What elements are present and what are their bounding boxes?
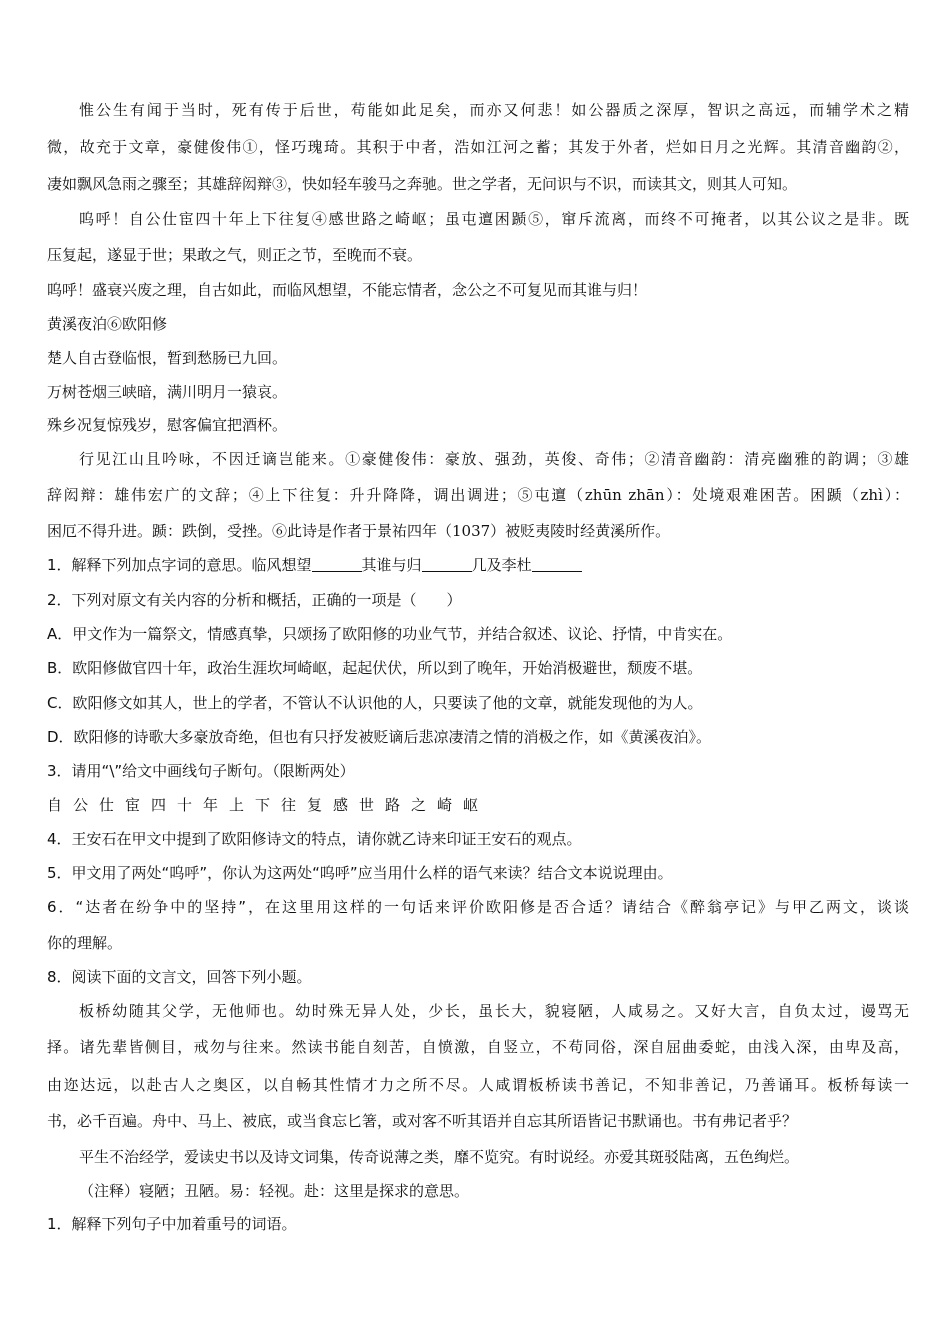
passage-a-p1-line2: 微，故充于文章，豪健俊伟①，怪巧瑰琦。其积于中者，浩如江河之蓄；其发于外者，烂如日月之光辉。其清音幽韵②， [47, 138, 909, 156]
section-8-heading: 8．阅读下面的文言文，回答下列小题。 [47, 968, 312, 986]
section-8-p2: 平生不治经学，爱读史书以及诗文词集，传奇说薄之类，靡不览究。有时说经。亦爱其斑驳陆离，五色绚烂。 [79, 1148, 800, 1166]
question-6-line1: 6．“达者在纷争中的坚持”，在这里用这样的一句话来评价欧阳修是否合适？请结合《醉翁亭记》与甲乙两文，谈谈 [47, 898, 909, 916]
poem-title: 黄溪夜泊⑥欧阳修 [47, 315, 168, 333]
question-3-sentence: 自公仕宦四十年上下往复感世路之崎岖 [47, 796, 490, 814]
poem-line-3: 殊乡况复惊残岁，慰客偏宜把酒杯。 [47, 416, 288, 434]
passage-a-p3: 呜呼！盛衰兴废之理，自古如此，而临风想望，不能忘情者，念公之不可复见而其谁与归！ [47, 281, 648, 299]
notes-line-1: 辞闳辩：雄伟宏广的文辞；④上下往复：升升降降，调出调进；⑤屯邅（zhūn zhān）：处境艰难困苦。困踬（zhì）： [47, 486, 909, 504]
passage-a-p2-line1: 呜呼！自公仕宦四十年上下往复④感世路之崎岖；虽屯邅困踬⑤，窜斥流离，而终不可掩者，以其公议之是非。既 [79, 210, 909, 228]
answer-blank-3[interactable] [532, 556, 582, 572]
option-d: D．欧阳修的诗歌大多豪放奇绝，但也有只抒发被贬谪后悲凉凄清之情的消极之作，如《黄溪夜泊》。 [47, 728, 712, 746]
section-8-p1-line3: 由迩达远，以赴古人之奥区，以自畅其性情才力之所不尽。人咸谓板桥读书善记，不知非善记，乃善诵耳。板桥每读一 [47, 1076, 909, 1094]
notes-line-2: 困厄不得升进。踬：跌倒，受挫。⑥此诗是作者于景祐四年（1037）被贬夷陵时经黄溪所作。 [47, 522, 671, 540]
section-8-question-1: 1．解释下列句子中加着重号的词语。 [47, 1215, 297, 1233]
question-1-prefix: 1．解释下列加点字词的意思。临风想望 [47, 556, 312, 574]
poem-line-1: 楚人自古登临恨，暂到愁肠已九回。 [47, 349, 288, 367]
question-3: 3．请用“\”给文中画线句子断句。（限断两处） [47, 762, 355, 780]
poem-last-line: 行见江山且吟咏，不因迁谪岂能来。①豪健俊伟：豪放、强劲，英俊、奇伟；②清音幽韵：清亮幽雅的韵调；③雄 [79, 450, 909, 468]
question-1-mid2: 几及李杜 [471, 556, 532, 574]
poem-line-2: 万树苍烟三峡暗，满川明月一猿哀。 [47, 383, 288, 401]
passage-a-p1-line1: 惟公生有闻于当时，死有传于后世，苟能如此足矣，而亦又何悲！如公器质之深厚，智识之高远，而辅学术之精 [79, 101, 909, 119]
question-5: 5．甲文用了两处“呜呼”，你认为这两处“呜呼”应当用什么样的语气来读？结合文本说说理由。 [47, 864, 673, 882]
question-1-mid1: 其谁与归 [361, 556, 422, 574]
section-8-p1-line4: 书，必千百遍。舟中、马上、被底，或当食忘匕箸，或对客不听其语并自忘其所语皆记书默诵也。书有弗记者乎？ [47, 1112, 798, 1130]
option-c: C．欧阳修文如其人，世上的学者，不管认不认识他的人，只要读了他的文章，就能发现他的为人。 [47, 694, 703, 712]
question-6-line2: 你的理解。 [47, 934, 123, 952]
option-a: A．甲文作为一篇祭文，情感真挚，只颂扬了欧阳修的功业气节，并结合叙述、议论、抒情，中肯实在。 [47, 625, 733, 643]
answer-blank-1[interactable] [312, 556, 362, 572]
option-b: B．欧阳修做官四十年，政治生涯坎坷崎岖，起起伏伏，所以到了晚年，开始消极避世，颓废不堪。 [47, 659, 703, 677]
section-8-p1-line2: 择。诸先辈皆侧目，戒勿与往来。然读书能自刻苦，自愤激，自竖立，不苟同俗，深自屈曲委蛇，由浅入深，由卑及高， [47, 1038, 909, 1056]
passage-a-p2-line2: 压复起，遂显于世；果敢之气，则正之节，至晚而不衰。 [47, 246, 423, 264]
section-8-p1-line1: 板桥幼随其父学，无他师也。幼时殊无异人处，少长，虽长大，貌寝陋，人咸易之。又好大言，自负太过，谩骂无 [79, 1002, 909, 1020]
section-8-note: （注释）寝陋；丑陋。易：轻视。赴：这里是探求的意思。 [79, 1182, 470, 1200]
passage-a-p1-line3: 凄如飘风急雨之骤至；其雄辞闳辩③，快如轻车骏马之奔驰。世之学者，无问识与不识，而读其文，则其人可知。 [47, 175, 798, 193]
question-4: 4．王安石在甲文中提到了欧阳修诗文的特点，请你就乙诗来印证王安石的观点。 [47, 830, 582, 848]
question-2: 2．下列对原文有关内容的分析和概括，正确的一项是（ ） [47, 591, 462, 609]
answer-blank-2[interactable] [422, 556, 472, 572]
question-1 [47, 554, 909, 576]
